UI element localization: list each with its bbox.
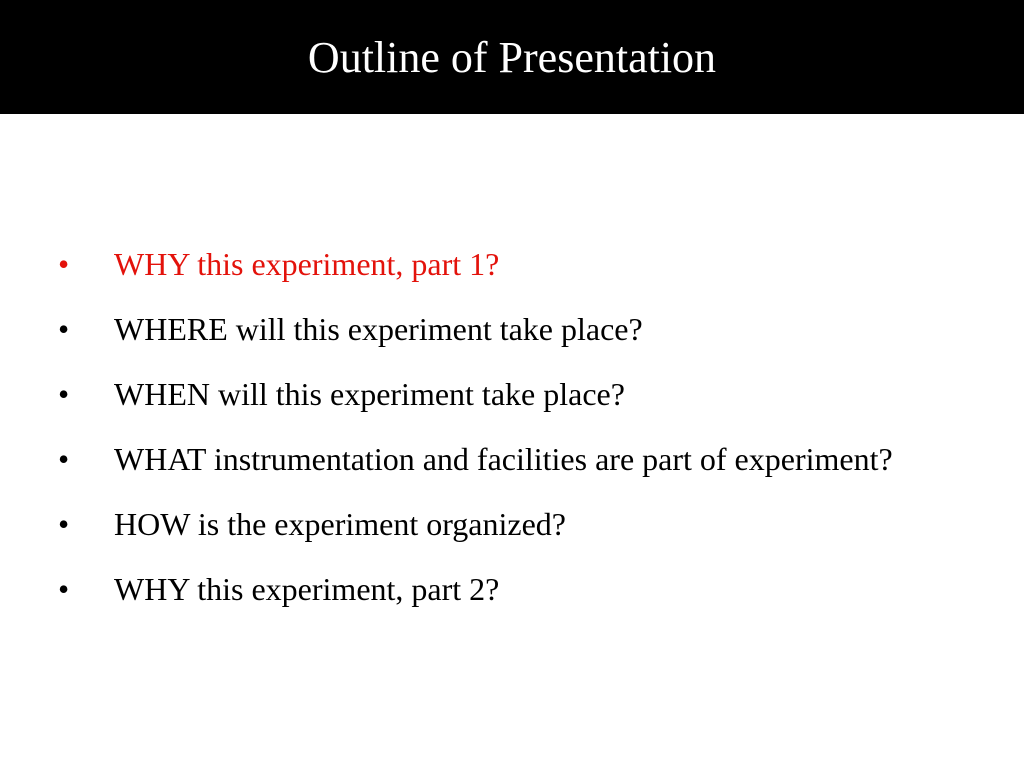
bullet-icon: •: [58, 506, 70, 542]
bullet-list: [58, 246, 958, 636]
title-bar: [0, 0, 1024, 114]
bullet-text: HOW is the experiment organized?: [114, 506, 566, 542]
bullet-item-how: [58, 506, 958, 542]
bullet-icon: •: [58, 441, 70, 477]
bullet-item-what: [58, 441, 958, 477]
slide-title: Outline of Presentation: [307, 33, 717, 82]
bullet-item-why-part-2: [58, 571, 958, 607]
bullet-text: WHY this experiment, part 1?: [114, 246, 500, 282]
bullet-text: WHEN will this experiment take place?: [114, 376, 625, 412]
bullet-item-when: [58, 376, 958, 412]
bullet-text: WHERE will this experiment take place?: [114, 311, 643, 347]
bullet-item-where: [58, 311, 958, 347]
bullet-icon: •: [58, 571, 70, 607]
bullet-icon: •: [58, 246, 70, 282]
bullet-item-why-part-1: [58, 246, 958, 282]
bullet-icon: •: [58, 311, 70, 347]
bullet-text: WHY this experiment, part 2?: [114, 571, 500, 607]
bullet-text: WHAT instrumentation and facilities are part of experiment?: [114, 441, 893, 477]
bullet-icon: •: [58, 376, 70, 412]
